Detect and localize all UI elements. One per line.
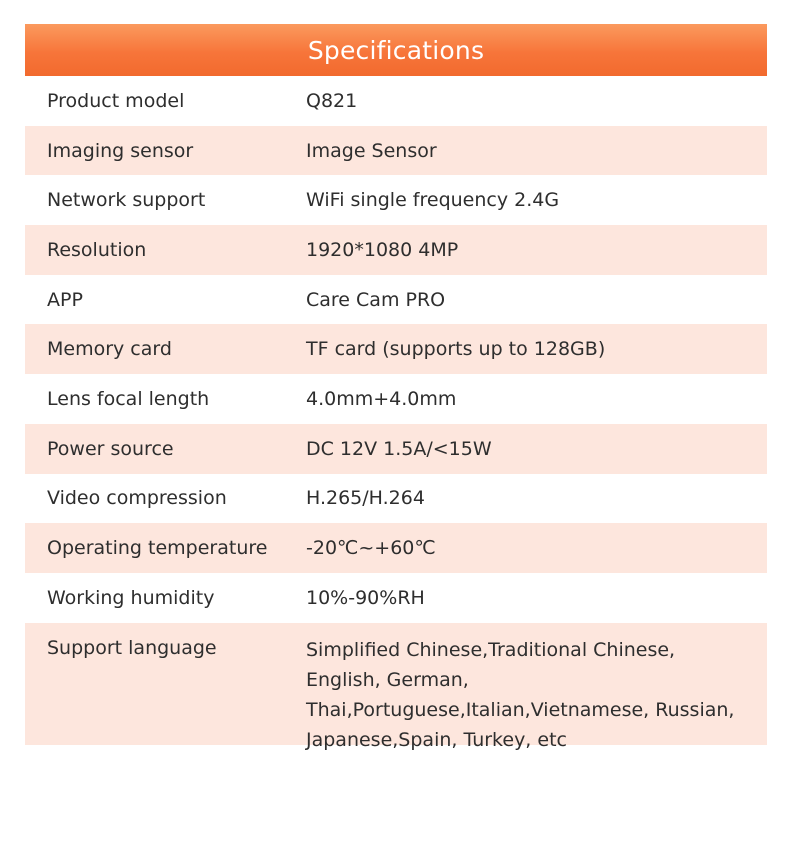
spec-value: TF card (supports up to 128GB)	[306, 338, 606, 361]
spec-label: Working humidity	[47, 586, 215, 609]
spec-value: Care Cam PRO	[306, 288, 446, 311]
spec-row-app	[25, 275, 767, 325]
spec-value: 1920*1080 4MP	[306, 238, 459, 261]
spec-label: Imaging sensor	[47, 139, 194, 162]
specifications-header	[25, 24, 767, 76]
spec-label: APP	[47, 288, 83, 311]
spec-label: Network support	[47, 189, 206, 212]
spec-value: Image Sensor	[306, 139, 437, 162]
spec-row-working-humidity	[25, 573, 767, 623]
spec-label: Operating temperature	[47, 537, 268, 560]
spec-row-imaging-sensor	[25, 126, 767, 176]
specifications-table	[25, 24, 767, 751]
spec-value: 4.0mm+4.0mm	[306, 387, 457, 410]
spec-label: Support language	[47, 636, 217, 659]
spec-value: WiFi single frequency 2.4G	[306, 189, 560, 212]
spec-label: Lens focal length	[47, 387, 210, 410]
spec-value: H.265/H.264	[306, 487, 425, 510]
spec-value: Simplified Chinese,Traditional Chinese, English, German, Thai,Portuguese,Italian,Vietnamese, Russian, Japanese,Spain, Turkey, etc	[306, 638, 735, 751]
spec-label: Resolution	[47, 238, 147, 261]
spec-label: Video compression	[47, 487, 227, 510]
spec-value: DC 12V 1.5A/<15W	[306, 437, 492, 460]
spec-row-resolution	[25, 225, 767, 275]
spec-row-network-support	[25, 175, 767, 225]
spec-row-memory-card	[25, 324, 767, 374]
spec-row-video-compression	[25, 474, 767, 524]
spec-value: Q821	[306, 89, 358, 112]
spec-row-support-language	[25, 623, 767, 751]
specifications-title: Specifications	[307, 35, 485, 65]
spec-label: Memory card	[47, 338, 172, 361]
spec-value: -20℃~+60℃	[306, 537, 436, 560]
spec-label: Power source	[47, 437, 174, 460]
spec-row-lens-focal-length	[25, 374, 767, 424]
spec-row-operating-temperature	[25, 523, 767, 573]
spec-label: Product model	[47, 89, 185, 112]
spec-row-power-source	[25, 424, 767, 474]
spec-row-product-model	[25, 76, 767, 126]
spec-value: 10%-90%RH	[306, 586, 425, 609]
